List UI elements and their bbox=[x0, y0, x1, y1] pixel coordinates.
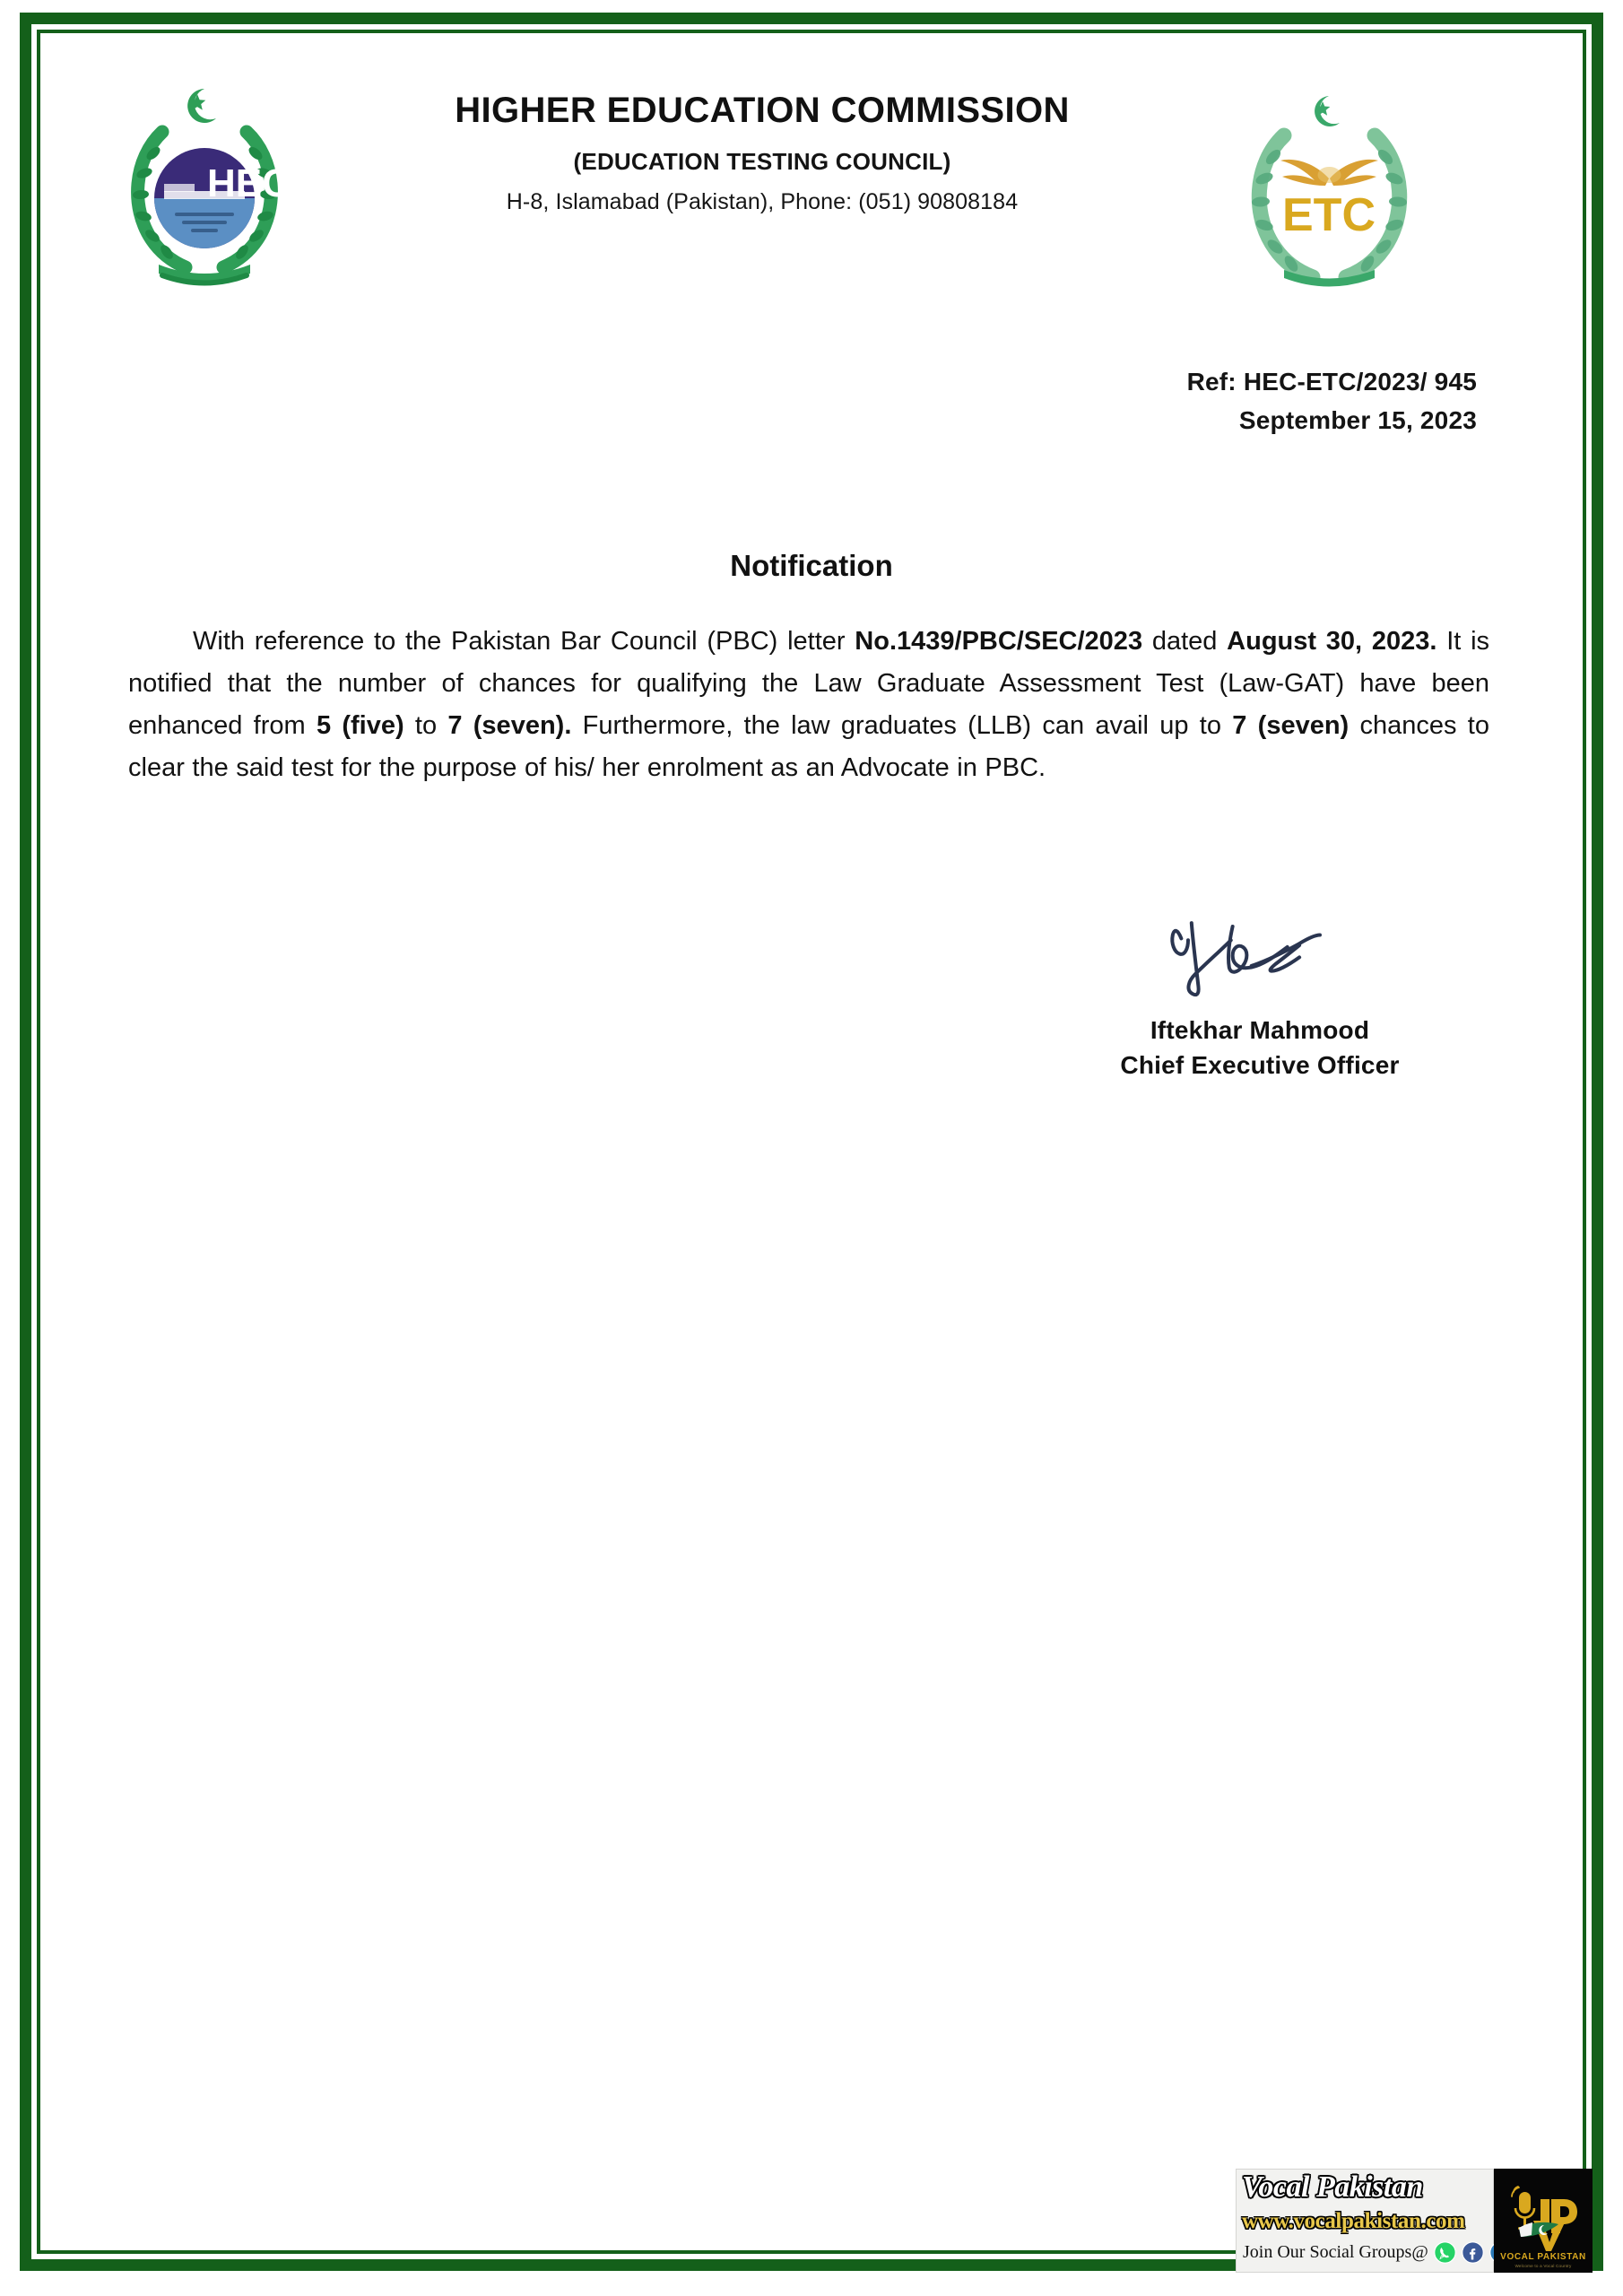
org-subtitle: (EDUCATION TESTING COUNCIL) bbox=[573, 148, 951, 175]
reference-block bbox=[1187, 363, 1477, 439]
org-address: H-8, Islamabad (Pakistan), Phone: (051) 90808184 bbox=[506, 189, 1019, 214]
notification-body: With reference to the Pakistan Bar Council (PBC) letter No.1439/PBC/SEC/2023 dated August 30, 2023. It is notified that the number of chances for qualifying the Law Graduate Assessment Test (Law-GAT) have been enhanced from 5 (five) to 7 (seven). Furthermore, the law graduates (LLB) can avail up to 7 (seven) chances to clear the said test for the purpose of his/ her enrolment as an Advocate in PBC. bbox=[128, 627, 1490, 782]
organization-block bbox=[309, 89, 1215, 215]
document-header bbox=[40, 33, 1583, 302]
hec-logo bbox=[110, 76, 299, 291]
svg-text:HEC: HEC bbox=[207, 161, 291, 205]
watermark-banner bbox=[1236, 2169, 1593, 2273]
watermark-logo-text: VOCAL PAKISTAN bbox=[1500, 2252, 1586, 2262]
handwritten-signature-icon bbox=[1132, 908, 1388, 1002]
reference-date: September 15, 2023 bbox=[1238, 405, 1477, 434]
org-title: HIGHER EDUCATION COMMISSION bbox=[455, 91, 1070, 130]
watermark-text-panel bbox=[1236, 2169, 1494, 2273]
watermark-brand: Vocal Pakistan bbox=[1242, 2170, 1423, 2204]
reference-number: Ref: HEC-ETC/2023/ 945 bbox=[1186, 368, 1477, 396]
watermark-logo-panel bbox=[1494, 2169, 1593, 2273]
etc-logo bbox=[1228, 85, 1430, 291]
signature-block bbox=[1072, 908, 1448, 1083]
facebook-icon[interactable] bbox=[1462, 2241, 1484, 2264]
svg-text:ETC: ETC bbox=[1282, 189, 1376, 241]
watermark-logo-tagline: Welcome to a Vocal Country bbox=[1515, 2264, 1572, 2268]
signatory-name: Iftekhar Mahmood bbox=[1150, 1016, 1370, 1044]
document-sheet bbox=[40, 33, 1583, 2250]
signatory-designation: Chief Executive Officer bbox=[1120, 1050, 1400, 1079]
watermark-social-row bbox=[1243, 2241, 1512, 2264]
whatsapp-icon[interactable] bbox=[1434, 2241, 1456, 2264]
page-title: Notification bbox=[730, 549, 893, 582]
watermark-url[interactable]: www.vocalpakistan.com bbox=[1242, 2209, 1465, 2233]
watermark-social-prompt: Join Our Social Groups@ bbox=[1243, 2242, 1428, 2262]
vocal-pakistan-logo-icon bbox=[1494, 2169, 1593, 2273]
